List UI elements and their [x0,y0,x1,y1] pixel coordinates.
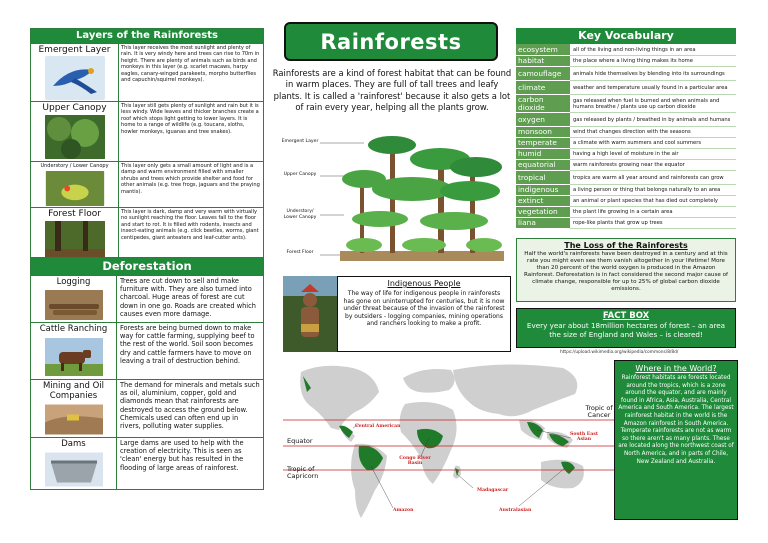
intro-text: Rainforests are a kind of forest habitat that can be found in warm places. They are full of tall trees and leafy plants. It is called a 'rainforest' because it also gets a lot of rain every year, helping all the plants grow. [272,68,512,112]
vocab-def: a climate with warm summers and cool summers [570,138,736,149]
region-congo: Congo River Basin [399,456,431,466]
region-south-east-asian: South East Asian [570,432,598,442]
vocab-row [516,44,736,56]
vocab-row [516,171,736,185]
fact-box [516,308,736,348]
macaw-image [45,56,105,100]
diagram-label-emergent: Emergent Layer [281,139,319,144]
vocab-row [516,81,736,95]
vocab-term: camouflage [516,67,570,81]
defor-name: Cattle Ranching [39,324,108,334]
layer-text: This layer is dark, damp and very warm with virtually no sunlight reaching the floor. Leaves fall to the floor and start to rot. It is filled with rodents, insects and insect-eating animals (e.g. click beetles, worms, giant centipedes, giant anteaters and leaf-cutter ants). [121,209,259,241]
layer-name: Upper Canopy [42,103,107,113]
page-title-box [284,22,498,61]
layers-table [30,28,264,268]
vocab-term: ecosystem [516,44,570,56]
layers-heading: Layers of the Rainforests [31,29,263,43]
image-credit: https://upload.wikimedia.org/wikipedia/commons/8/8d/ [560,350,679,355]
vocab-def: animals hide themselves by blending into its surroundings [570,67,736,81]
layer-text: This layer only gets a small amount of light and is a damp and warm environment filled with smaller shrubs and trees which provide shelter and food for other animals (e.g. tree frogs, jaguars and the praying mantis). [121,163,260,195]
fact-heading: FACT BOX [602,311,650,321]
defor-name: Dams [61,439,86,449]
region-amazon: Amazon [393,508,414,513]
defor-text: Large dams are used to help with the creation of electricity. This is seen as 'clean' energy but has resulted in the flooding of large areas of rainforest. [120,439,244,472]
defor-text: The demand for minerals and metals such as oil, aluminium, copper, gold and diamonds mean that rainforests are destroyed to access the ground below. Chemicals used can often end up in rivers, polluting water supplies. [120,381,260,431]
vocab-def: a living person or thing that belongs naturally to an area [570,185,736,196]
loss-text: Half the world's rainforests have been destroyed in a century and at this rate you might even see them vanish altogether in your lifetime! More than 20 percent of the world oxygen is produced in the Amazon Rainforest. Deforestation is in fact considered the second major cause of climate change, responsible for up to 25% of global carbon dioxide emissions. [524,251,728,292]
vocab-term: climate [516,81,570,95]
loss-box [516,238,736,302]
diagram-label-upper: Upper Canopy [283,172,317,177]
vocab-def: an animal or plant species that has died out completely [570,196,736,207]
vocab-def: tropics are warm all year around and rainforests can grow [570,171,736,185]
layer-text: This layer still gets plenty of sunlight and rain but it is less windy. Wide leaves and thicker branches create a roof which stops light getting to lower layers. It is home to a range of wildlife (e.g. toucans, sloths, howler monkeys, iguanas and tree snakes). [121,103,259,135]
vocab-def: wind that changes direction with the seasons [570,127,736,138]
understory-image [45,171,105,206]
layer-row-upper-canopy [31,101,263,161]
region-australasian: Australasian [499,508,532,513]
vocab-term: equatorial [516,160,570,171]
diagram-label-understory: Understory/ Lower Canopy [283,209,317,220]
region-madagascar: Madagascar [477,488,509,493]
defor-row-cattle [31,322,263,379]
vocab-def: warm rainforests growing near the equator [570,160,736,171]
vocab-row [516,160,736,171]
defor-name: Logging [56,277,91,287]
layer-name: Forest Floor [48,209,101,219]
layer-row-emergent [31,43,263,101]
layer-text: This layer receives the most sunlight and plenty of rain. It is very windy here and trees can rise to 70m in height. There are plenty of animals such as birds and monkeys in this layer (e.g. scarlet macaws, harpy eagles, canary-winged parakeets, morpho butterflies and capuchin/squirrel monkeys). [121,45,260,84]
vocab-term: tropical [516,171,570,185]
loss-heading: The Loss of the Rainforests [564,241,688,250]
vocab-term: extinct [516,196,570,207]
vocab-term: indigenous [516,185,570,196]
vocab-term: carbon dioxide [516,95,570,113]
logging-image [45,289,103,321]
vocab-def: having a high level of moisture in the air [570,149,736,160]
forest-illustration [320,129,508,265]
vocab-def: rope-like plants that grow up trees [570,218,736,229]
vocab-term: temperate [516,138,570,149]
equator-label: Equator [287,437,313,445]
world-map [283,358,626,528]
vocab-row [516,185,736,196]
vocab-def: gas released by plants / breathed in by animals and humans [570,113,736,127]
where-text: Rainforest habitats are forests located around the tropics, which is a zone around the equator, and are mainly found in Africa, Asia, Australia, Central America and South America. The largest rainforest habitat in the world is the Amazon rainforest in South America. Temperate rainforests are not as warm so there aren't as many plants. These are located along the northwest coast of North America, and in parts of Chile, New Zealand and Australia. [618,375,734,465]
vocab-row [516,67,736,81]
indigenous-person-image [283,276,337,352]
vocab-row [516,149,736,160]
layer-row-understory [31,161,263,207]
dam-image [45,451,103,488]
where-heading: Where in the World? [635,364,717,373]
map-graphic [283,358,626,528]
vocab-table [516,28,736,229]
page-title: Rainforests [320,29,462,54]
vocab-row [516,207,736,218]
canopy-image [45,114,105,160]
vocab-term: monsoon [516,127,570,138]
vocab-row [516,218,736,229]
region-central-american: Central American [355,424,401,429]
vocab-term: habitat [516,56,570,67]
indigenous-text: The way of life for indigenous people in rainforests has gone on uninterrupted for centuries, but it is now under threat because of the invasion of the rainforest by outsiders - logging companies, mining operations and ranchers looking to make a profit. [343,290,505,328]
defor-row-dams [31,437,263,489]
layer-name: Emergent Layer [38,45,111,55]
vocab-term: vegetation [516,207,570,218]
vocab-def: weather and temperature usually found in a particular area [570,81,736,95]
indigenous-box [337,276,511,352]
defor-row-mining [31,379,263,437]
defor-name: Mining and Oil Companies [42,381,105,401]
vocab-row [516,95,736,113]
layers-diagram [280,129,508,265]
vocab-row [516,138,736,149]
deforestation-heading: Deforestation [31,258,263,275]
vocab-row [516,127,736,138]
tropic-capricorn-label: Tropic of Capricorn [287,465,319,480]
mining-image [45,403,103,436]
vocab-def: the plant life growing in a certain area [570,207,736,218]
diagram-label-floor: Forest Floor [286,250,314,255]
where-box [614,360,738,520]
defor-row-logging [31,275,263,322]
vocab-row [516,56,736,67]
vocab-row [516,113,736,127]
vocab-heading: Key Vocabulary [516,28,736,44]
indigenous-heading: Indigenous People [387,279,461,288]
vocab-term: humid [516,149,570,160]
vocab-term: oxygen [516,113,570,127]
defor-text: Forests are being burned down to make way for cattle farming, supplying beef to the rest of the world. Soil soon becomes dry and cattle farmers have to move on leaving a trail of destruction behind. [120,324,255,365]
defor-text: Trees are cut down to sell and make furniture with. They are also turned into charcoal. Huge areas of forest are cut down in one go. Roads are created which causes even more damage. [120,277,256,318]
vocab-def: all of the living and non-living things in an area [570,44,736,56]
fact-text: Every year about 18million hectares of forest – an area the size of England and Wales – is cleared! [526,321,726,339]
vocab-row [516,196,736,207]
vocab-term: liana [516,218,570,229]
tropic-cancer-label: Tropic of Cancer [585,404,613,419]
layer-name: Understory / Lower Canopy [40,163,109,169]
vocab-def: gas released when fuel is burned and when animals and humans breathe / plants use up carbon dioxide [570,95,736,113]
vocab-def: the place where a living thing makes its home [570,56,736,67]
deforestation-table [30,257,264,490]
cattle-image [45,336,103,378]
